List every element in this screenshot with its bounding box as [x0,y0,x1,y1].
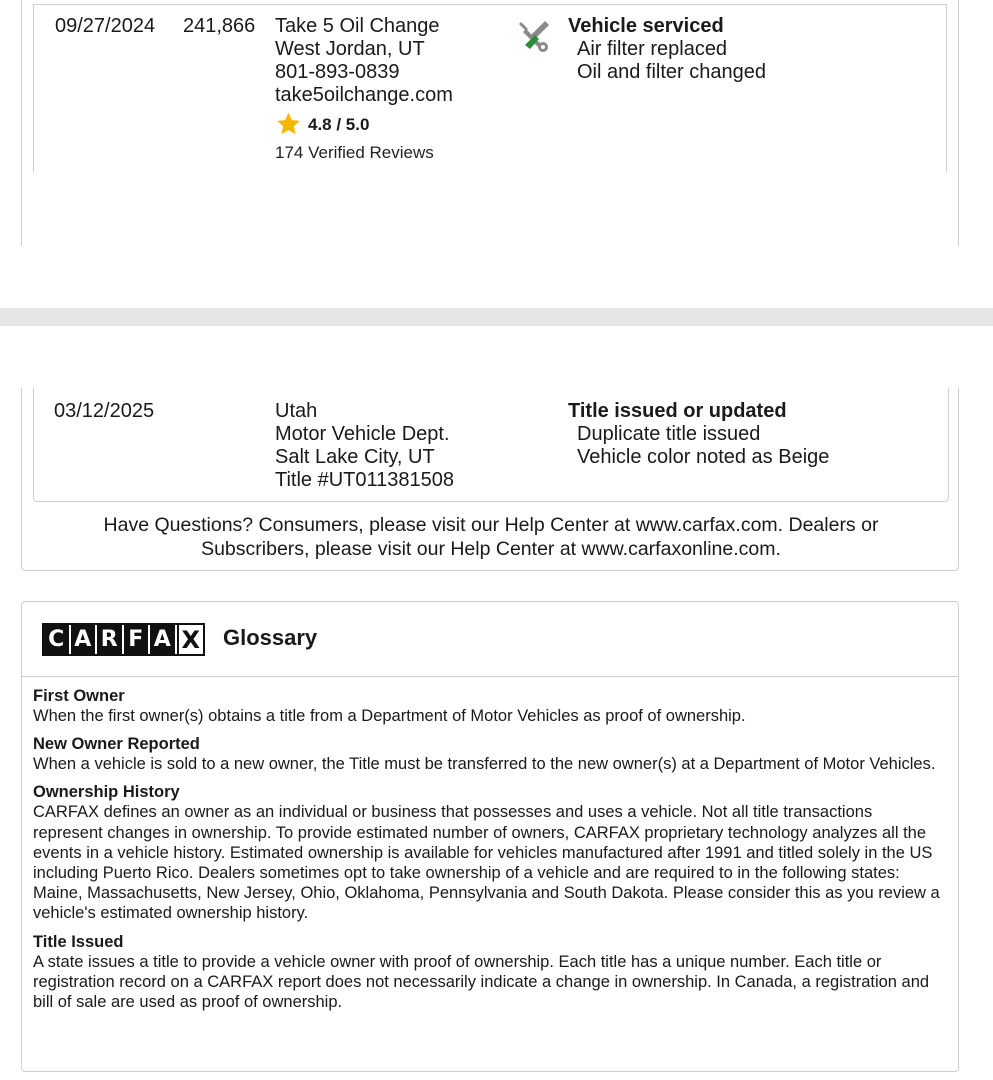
details-heading: Title issued or updated [568,400,787,422]
logo-letter: R [97,625,124,654]
term-definition: When the first owner(s) obtains a title from a Department of Motor Vehicles as proof of ownership. [33,707,746,725]
source-line: Salt Lake City, UT [275,446,435,468]
carfax-logo [42,623,205,656]
term-name: First Owner [33,687,125,705]
term-name: Ownership History [33,783,180,802]
help-line: Subscribers, please visit our Help Center at www.carfaxonline.com. [201,538,781,560]
wrench-screwdriver-icon [516,18,552,54]
service-record-card [21,0,959,246]
glossary-card [21,601,959,1072]
verified-reviews-link[interactable]: 174 Verified Reviews [275,143,434,162]
section-separator [0,308,993,326]
logo-letter: A [150,625,177,654]
source-phone[interactable]: 801-893-0839 [275,61,400,83]
record-source [275,400,454,492]
details-item: Air filter replaced [577,38,728,60]
logo-letter: X [177,625,204,654]
glossary-term [33,734,943,774]
record-date: 03/12/2025 [54,400,155,422]
rating-score: 4.8 / 5.0 [308,114,370,134]
source-location: West Jordan, UT [275,38,425,60]
glossary-term [33,932,943,1013]
source-name: Take 5 Oil Change [275,15,440,37]
term-name: Title Issued [33,932,124,951]
logo-letter: A [71,625,98,654]
record-details [568,15,766,84]
help-line: Have Questions? Consumers, please visit our Help Center at www.carfax.com. Dealers or [103,514,879,536]
source-website[interactable]: take5oilchange.com [275,84,453,106]
term-definition: When a vehicle is sold to a new owner, the Title must be transferred to the new owner(s) at a Department of Motor Vehicles. [33,755,936,774]
record-odometer: 241,866 [183,15,256,37]
record-source [275,15,453,164]
details-item: Duplicate title issued [577,423,761,445]
record-divider [33,4,947,5]
term-name: New Owner Reported [33,735,200,754]
term-definition: CARFAX defines an owner as an individual or business that possesses and uses a vehicle. Not all title transactions represent changes in ownership. To provide estimated number of owners, CARFAX proprietary technology analyzes all the events in a vehicle history. Estimated ownership is available for vehicles manufactured after 1991 and titled solely in the US including Puerto Rico. Dealers sometimes opt to take ownership of a vehicle and are required to in the following states: Maine, Massachusetts, New Jersey, Ohio, Oklahoma, Pennsylvania and South Dakota. Please consider this as you review a vehicle's estimated ownership history. [33,803,940,923]
record-border-right [946,4,947,172]
source-line: Utah [275,400,318,422]
record-details [568,400,829,469]
logo-letter: F [124,625,151,654]
source-line: Motor Vehicle Dept. [275,423,450,445]
details-heading: Vehicle serviced [568,15,724,37]
glossary-term [33,686,943,726]
glossary-header [22,602,958,677]
record-border-left [33,4,34,172]
glossary-term [33,782,943,923]
details-item: Oil and filter changed [577,61,767,83]
title-record-card [21,388,959,571]
title-number: Title #UT011381508 [275,469,455,491]
source-rating [275,111,453,137]
star-icon [275,111,302,137]
term-definition: A state issues a title to provide a vehicle owner with proof of ownership. Each title has a unique number. Each title or registration record on a CARFAX report does not necessarily indicate a change in ownership. In Canada, a registration and bill of sale are used as proof of ownership. [33,952,930,1012]
details-item: Vehicle color noted as Beige [577,446,830,468]
record-date: 09/27/2024 [55,15,156,37]
help-center-text [22,513,960,561]
logo-letter: C [44,625,71,654]
glossary-title: Glossary [223,625,318,650]
glossary-terms [33,686,943,1020]
